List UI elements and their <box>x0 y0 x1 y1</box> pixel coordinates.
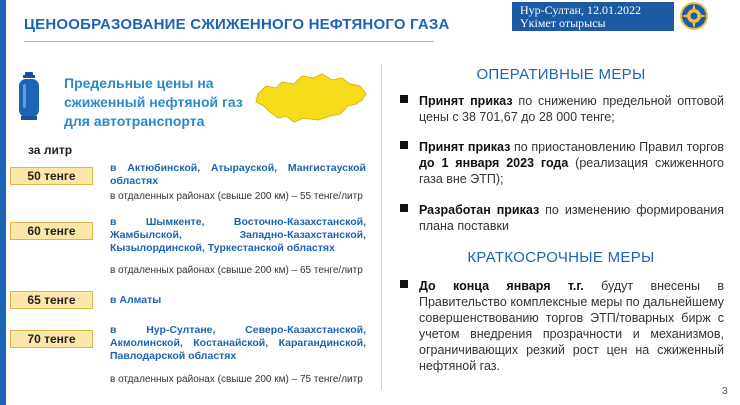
measure-item: Принят приказ по приостановлению Правил торгов до 1 января 2023 года (реализация сжиженного газа вне ЭТП); <box>400 139 724 187</box>
region-list: в Нур-Султане, Северо-Казахстанской, Акмолинской, Костанайской, Карагандинской, Павлодарской областях <box>110 324 366 362</box>
banner-session: Үкімет отырысы <box>520 16 606 30</box>
state-emblem-icon <box>680 2 708 30</box>
bullet-square-icon <box>400 141 408 149</box>
bullet-square-icon <box>400 95 408 103</box>
accent-side-bar <box>0 0 6 405</box>
price-badge: 50 тенге <box>10 167 93 185</box>
kazakhstan-map-icon <box>252 70 370 126</box>
bullet-square-icon <box>400 280 408 288</box>
region-list: в Алматы <box>110 294 162 306</box>
remote-area-note: в отдаленных районах (свыше 200 км) – 75 тенге/литр <box>110 374 363 385</box>
session-banner <box>512 2 674 31</box>
operative-measures-heading: ОПЕРАТИВНЫЕ МЕРЫ <box>476 66 646 83</box>
remote-area-note: в отдаленных районах (свыше 200 км) – 55 тенге/литр <box>110 191 363 202</box>
bullet-square-icon <box>400 204 408 212</box>
banner-date: Нур-Султан, 12.01.2022 <box>520 3 641 17</box>
short-term-measures-heading: КРАТКОСРОЧНЫЕ МЕРЫ <box>467 249 655 266</box>
per-liter-label: за литр <box>28 143 73 157</box>
price-badge: 70 тенге <box>10 330 93 348</box>
measure-item: Разработан приказ по изменению формирования плана поставки <box>400 202 724 234</box>
measure-item: Принят приказ по снижению предельной оптовой цены с 38 701,67 до 28 000 тенге; <box>400 93 724 125</box>
price-cap-heading: Предельные цены на сжиженный нефтяной газ для автотранспорта <box>64 75 243 129</box>
price-badge: 65 тенге <box>10 291 93 309</box>
region-list: в Актюбинской, Атырауской, Мангистауской областях <box>110 162 366 187</box>
title-underline <box>24 41 434 42</box>
remote-area-note: в отдаленных районах (свыше 200 км) – 65 тенге/литр <box>110 265 363 276</box>
gas-cylinder-icon <box>18 72 40 120</box>
page-title: ЦЕНООБРАЗОВАНИЕ СЖИЖЕННОГО НЕФТЯНОГО ГАЗА <box>24 16 450 33</box>
measure-item: До конца января т.г. будут внесены в Правительство комплексные меры по дальнейшему совершенствованию торгов ЭТП/товарных бирж с учетом внедрения прозрачности и механизмов, ограничивающих резкий рост цен на сжиженный нефтяной газ. <box>400 278 724 374</box>
page-number: 3 <box>722 386 728 397</box>
column-divider <box>381 64 382 390</box>
price-badge: 60 тенге <box>10 222 93 240</box>
region-list: в Шымкенте, Восточно-Казахстанской, Жамбылской, Западно-Казахстанской, Кызылординской, Туркестанской областях <box>110 216 366 254</box>
